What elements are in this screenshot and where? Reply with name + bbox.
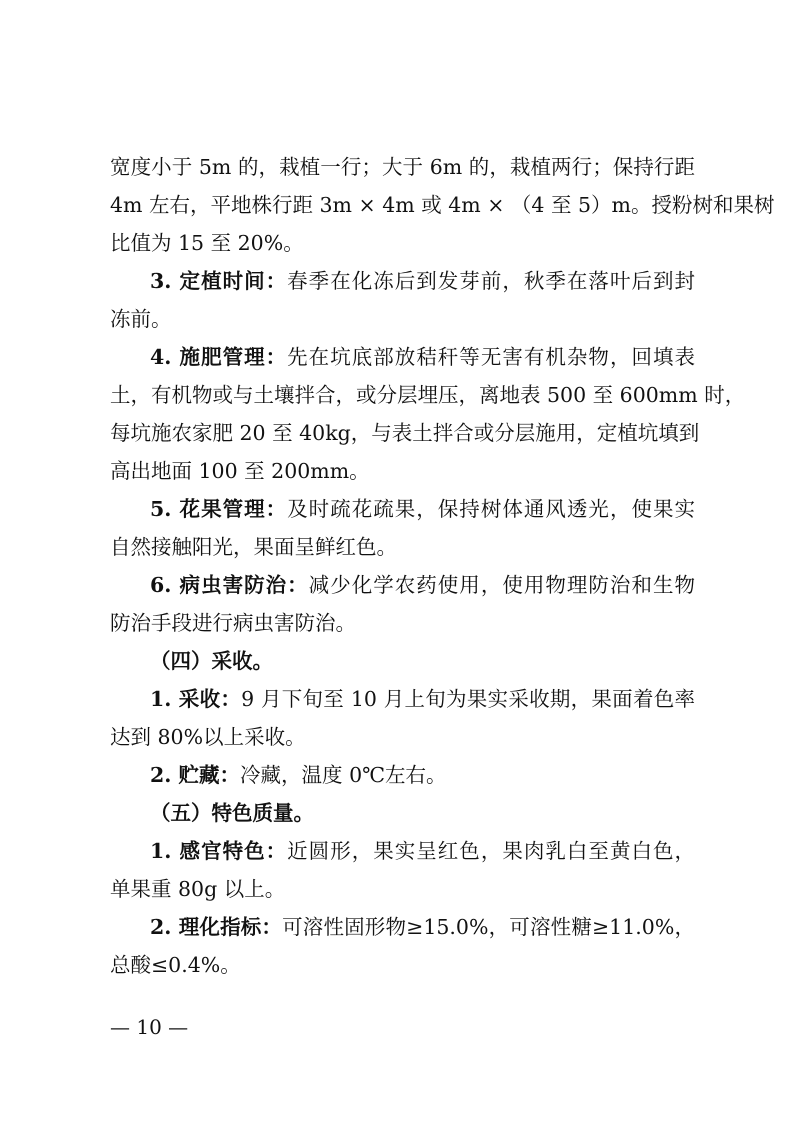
text-line: 防治手段进行病虫害防治。 bbox=[110, 611, 356, 635]
paragraph-first-line bbox=[150, 342, 695, 372]
text-line: 达到 80%以上采收。 bbox=[110, 725, 306, 749]
text-line: 自然接触阳光，果面呈鲜红色。 bbox=[110, 535, 397, 559]
paragraph-first-line bbox=[150, 760, 695, 790]
item-heading: 5. 花果管理： bbox=[150, 497, 288, 521]
text-line: 总酸≤0.4%。 bbox=[110, 953, 241, 977]
text-line: 土，有机物或与土壤拌合，或分层埋压，离地表 500 至 600mm 时， bbox=[110, 383, 746, 407]
paragraph-first-line bbox=[150, 836, 695, 866]
text-span: 9 月下旬至 10 月上旬为果实采收期，果面着色率 bbox=[241, 687, 695, 711]
paragraph-first-line bbox=[150, 570, 695, 600]
item-heading: 6. 病虫害防治： bbox=[150, 573, 309, 597]
section-heading: （五）特色质量。 bbox=[150, 801, 314, 825]
item-heading: 4. 施肥管理： bbox=[150, 345, 288, 369]
text-line: 4m 左右，平地株行距 3m × 4m 或 4m × （4 至 5）m。授粉树和果树 bbox=[110, 193, 775, 217]
paragraph-first-line bbox=[150, 912, 695, 942]
paragraph-first-line bbox=[150, 266, 695, 296]
paragraph-first-line bbox=[150, 684, 695, 714]
item-heading: 3. 定植时间： bbox=[150, 269, 288, 293]
text-span: 近圆形，果实呈红色，果肉乳白至黄白色， bbox=[287, 839, 695, 863]
text-line: 冻前。 bbox=[110, 307, 172, 331]
paragraph-first-line bbox=[150, 494, 695, 524]
text-span: 可溶性固形物≥15.0%，可溶性糖≥11.0%， bbox=[282, 915, 695, 939]
text-span: 冷藏，温度 0℃左右。 bbox=[240, 763, 447, 787]
text-span: 及时疏花疏果，保持树体通风透光，使果实 bbox=[287, 497, 695, 521]
text-line: 每坑施农家肥 20 至 40kg，与表土拌合或分层施用，定植坑填到 bbox=[110, 421, 700, 445]
item-heading: 1. 采收： bbox=[150, 687, 242, 711]
text-span: 先在坑底部放秸秆等无害有机杂物，回填表 bbox=[287, 345, 695, 369]
text-line: 单果重 80g 以上。 bbox=[110, 877, 286, 901]
text-span: 春季在化冻后到发芽前，秋季在落叶后到封 bbox=[287, 269, 695, 293]
text-line: 高出地面 100 至 200mm。 bbox=[110, 459, 370, 483]
text-span: 减少化学农药使用，使用物理防治和生物 bbox=[308, 573, 695, 597]
item-heading: 1. 感官特色： bbox=[150, 839, 288, 863]
page-number: — 10 — bbox=[110, 1015, 189, 1039]
section-heading: （四）采收。 bbox=[150, 649, 273, 673]
item-heading: 2. 贮藏： bbox=[150, 763, 241, 787]
text-line: 比值为 15 至 20%。 bbox=[110, 231, 304, 255]
text-line: 宽度小于 5m 的，栽植一行；大于 6m 的，栽植两行；保持行距 bbox=[110, 155, 695, 179]
item-heading: 2. 理化指标： bbox=[150, 915, 283, 939]
